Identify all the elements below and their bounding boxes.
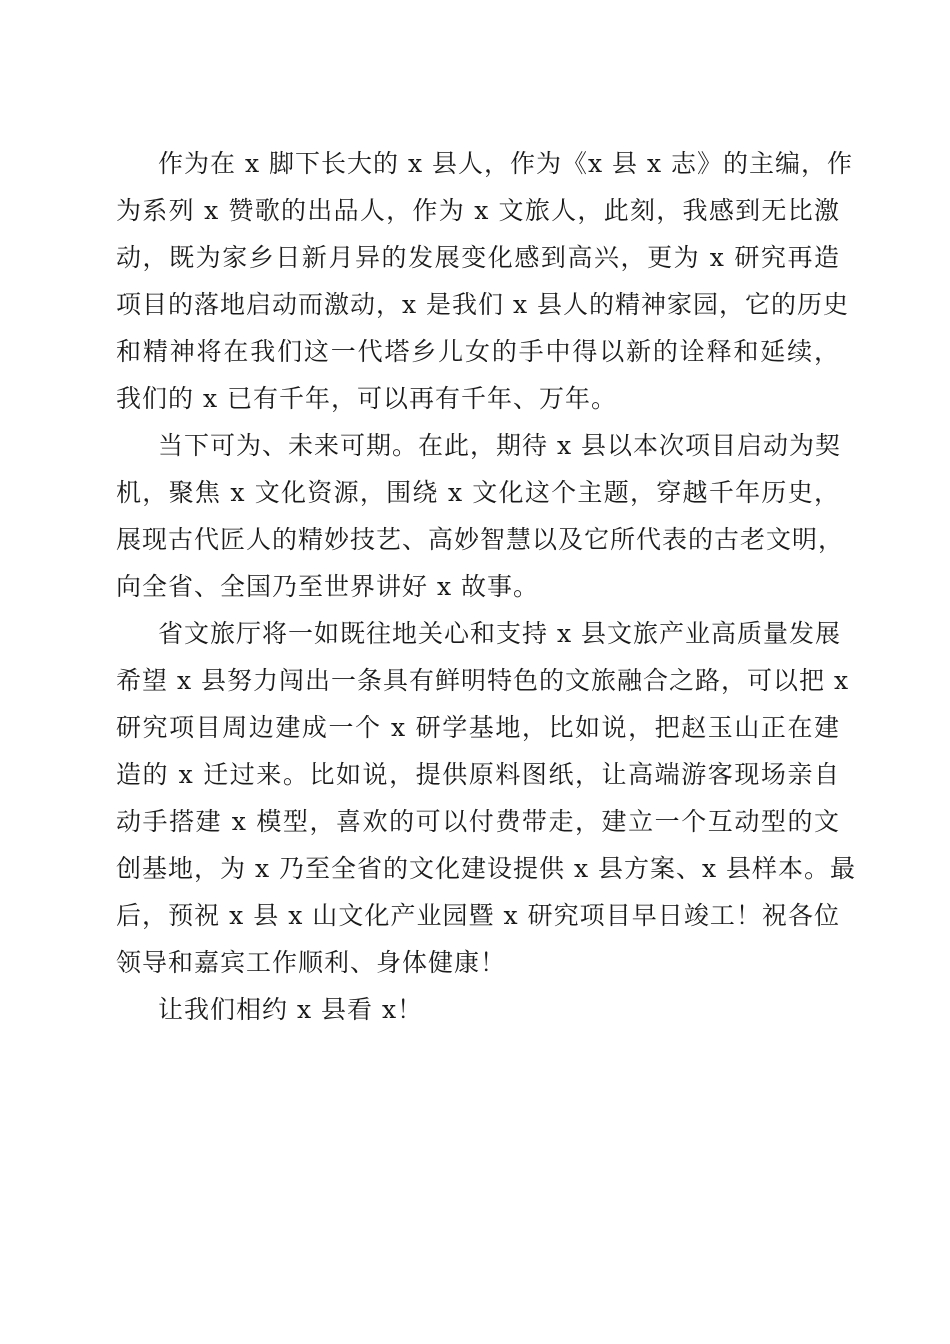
text-line: 我们的 x 已有千年，可以再有千年、万年。: [116, 384, 617, 413]
text-line: 造的 x 迁过来。比如说，提供原料图纸，让高端游客现场亲自: [116, 760, 840, 789]
text-line: 向全省、全国乃至世界讲好 x 故事。: [116, 572, 539, 601]
text-line: 动手搭建 x 模型，喜欢的可以付费带走，建立一个互动型的文: [116, 807, 840, 836]
text-line: 和精神将在我们这一代塔乡儿女的手中得以新的诠释和延续，: [116, 337, 840, 366]
text-line: 动，既为家乡日新月异的发展变化感到高兴，更为 x 研究再造: [116, 243, 840, 272]
text-line: 领导和嘉宾工作顺利、身体健康！: [116, 948, 507, 977]
text-line: 机，聚焦 x 文化资源，围绕 x 文化这个主题，穿越千年历史，: [116, 478, 840, 507]
document-body: [116, 140, 857, 1033]
text-line: 项目的落地启动而激动，x 是我们 x 县人的精神家园，它的历史: [116, 290, 850, 319]
text-line: 为系列 x 赞歌的出品人，作为 x 文旅人，此刻，我感到无比激: [116, 196, 840, 225]
text-line: 作为在 x 脚下长大的 x 县人，作为《x 县 x 志》的主编，作: [158, 149, 854, 178]
paragraph-2: [116, 422, 845, 610]
text-line: 展现古代匠人的精妙技艺、高妙智慧以及它所代表的古老文明，: [116, 525, 845, 554]
text-line: 创基地，为 x 乃至全省的文化建设提供 x 县方案、x 县样本。最: [116, 854, 857, 883]
text-line: 希望 x 县努力闯出一条具有鲜明特色的文旅融合之路，可以把 x: [116, 666, 850, 695]
paragraph-4: [116, 986, 840, 1033]
text-line: 省文旅厅将一如既往地关心和支持 x 县文旅产业高质量发展: [158, 619, 841, 648]
paragraph-1: [116, 140, 854, 422]
text-line: 当下可为、未来可期。在此，期待 x 县以本次项目启动为契: [158, 431, 841, 460]
text-line: 研究项目周边建成一个 x 研学基地，比如说，把赵玉山正在建: [116, 713, 840, 742]
paragraph-3: [116, 610, 857, 986]
text-line: 让我们相约 x 县看 x！: [158, 995, 424, 1024]
text-line: 后，预祝 x 县 x 山文化产业园暨 x 研究项目早日竣工！祝各位: [116, 901, 840, 930]
